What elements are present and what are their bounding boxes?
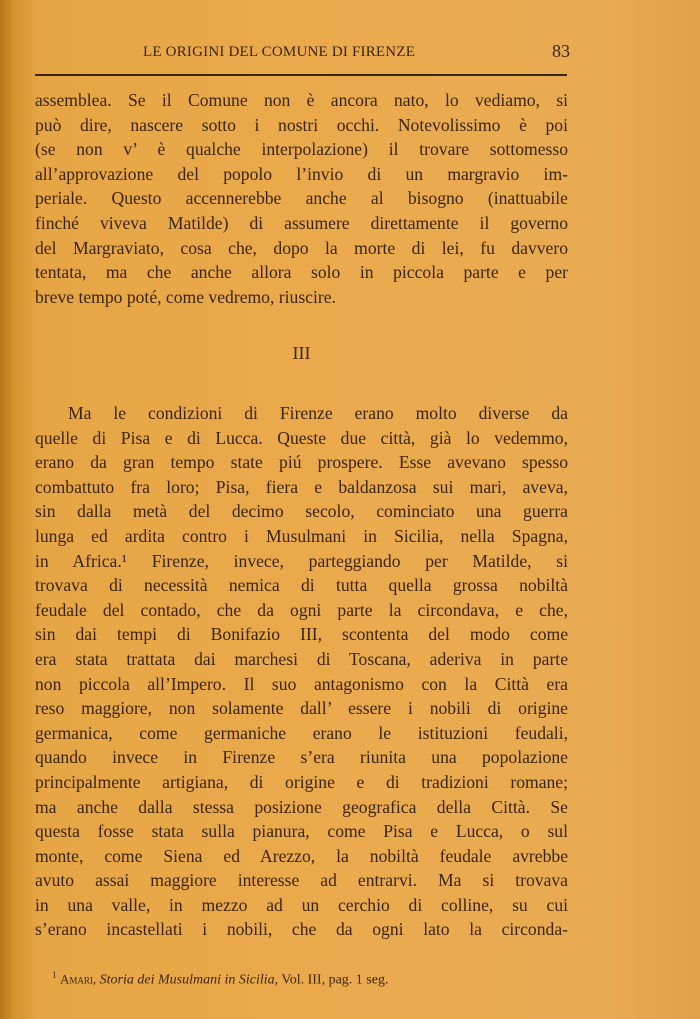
running-header <box>35 41 570 68</box>
text-line: in una valle, in mezzo ad un cerchio di colline, su cui <box>35 894 568 915</box>
text-line: feudale del contado, che da ogni parte la circondava, e che, <box>35 599 568 620</box>
page-number: 83 <box>552 41 570 61</box>
header-rule <box>35 74 567 76</box>
footnote-title: Storia dei Musulmani in Sicilia, <box>99 972 279 988</box>
text-line: trovava di necessità nemica di tutta quella grossa nobiltà <box>35 575 568 596</box>
paragraph-2 <box>35 401 568 942</box>
text-line: periale. Questo accennerebbe anche al bisogno (inattuabile <box>35 188 568 209</box>
text-line: in Africa.¹ Firenze, invece, parteggiando per Matilde, si <box>35 550 568 571</box>
text-line: finché viveva Matilde) di assumere direttamente il governo <box>35 212 568 233</box>
footnote-author: Amari, <box>60 971 97 987</box>
text-line: del Margraviato, cosa che, dopo la morte di lei, fu davvero <box>35 237 568 258</box>
paragraph-1 <box>35 88 568 309</box>
text-line: tentata, ma che anche allora solo in piccola parte e per <box>35 262 568 283</box>
text-line: all’approvazione del popolo l’invio di un margravio im- <box>35 163 568 184</box>
text-line: può dire, nascere sotto i nostri occhi. Notevolissimo è poi <box>35 114 568 135</box>
text-line: quelle di Pisa e di Lucca. Queste due città, già lo vedemmo, <box>35 427 568 448</box>
text-line: monte, come Siena ed Arezzo, la nobiltà feudale avrebbe <box>35 845 568 866</box>
text-line: sin dai tempi di Bonifazio III, scontenta del modo come <box>35 624 568 645</box>
text-line: sin dalla metà del decimo secolo, cominciato una guerra <box>35 501 568 522</box>
text-line: lunga ed ardita contro i Musulmani in Sicilia, nella Spagna, <box>35 525 568 546</box>
text-line: germanica, come germaniche erano le istituzioni feudali, <box>35 722 568 743</box>
text-line: principalmente artigiana, di origine e di tradizioni romane; <box>35 771 568 792</box>
text-line: questa fosse stata sulla pianura, come Pisa e Lucca, o sul <box>35 821 568 842</box>
footnote-marker: 1 <box>52 970 57 980</box>
text-line: erano da gran tempo state piú prospere. Esse avevano spesso <box>35 452 568 473</box>
text-line: quando invece in Firenze s’era riunita una popolazione <box>35 747 568 768</box>
text-line: ma anche dalla stessa posizione geografica della Città. Se <box>35 796 568 817</box>
text-line: reso maggiore, non solamente dall’ essere i nobili di origine <box>35 698 568 719</box>
text-line: (se non v’ è qualche interpolazione) il trovare sottomesso <box>35 139 568 160</box>
footnote <box>52 970 388 989</box>
section-heading: III <box>292 343 311 363</box>
running-title: LE ORIGINI DEL COMUNE DI FIRENZE <box>143 44 416 60</box>
text-line: non piccola all’Impero. Il suo antagonismo con la Città era <box>35 673 568 694</box>
text-line: assemblea. Se il Comune non è ancora nato, lo vediamo, si <box>35 90 568 110</box>
text-line: Ma le condizioni di Firenze erano molto diverse da <box>68 403 568 423</box>
text-line: era stata trattata dai marchesi di Toscana, aderiva in parte <box>35 648 568 669</box>
text-line: s’erano incastellati i nobili, che da ogni lato la circonda- <box>35 919 568 940</box>
footnote-reference: Vol. III, pag. 1 seg. <box>281 972 389 988</box>
text-line: breve tempo poté, come vedremo, riuscire. <box>35 286 336 307</box>
text-line: avuto assai maggiore interesse ad entrarvi. Ma si trovava <box>35 870 568 891</box>
text-line: combattuto fra loro; Pisa, fiera e baldanzosa sui mari, aveva, <box>35 476 568 497</box>
